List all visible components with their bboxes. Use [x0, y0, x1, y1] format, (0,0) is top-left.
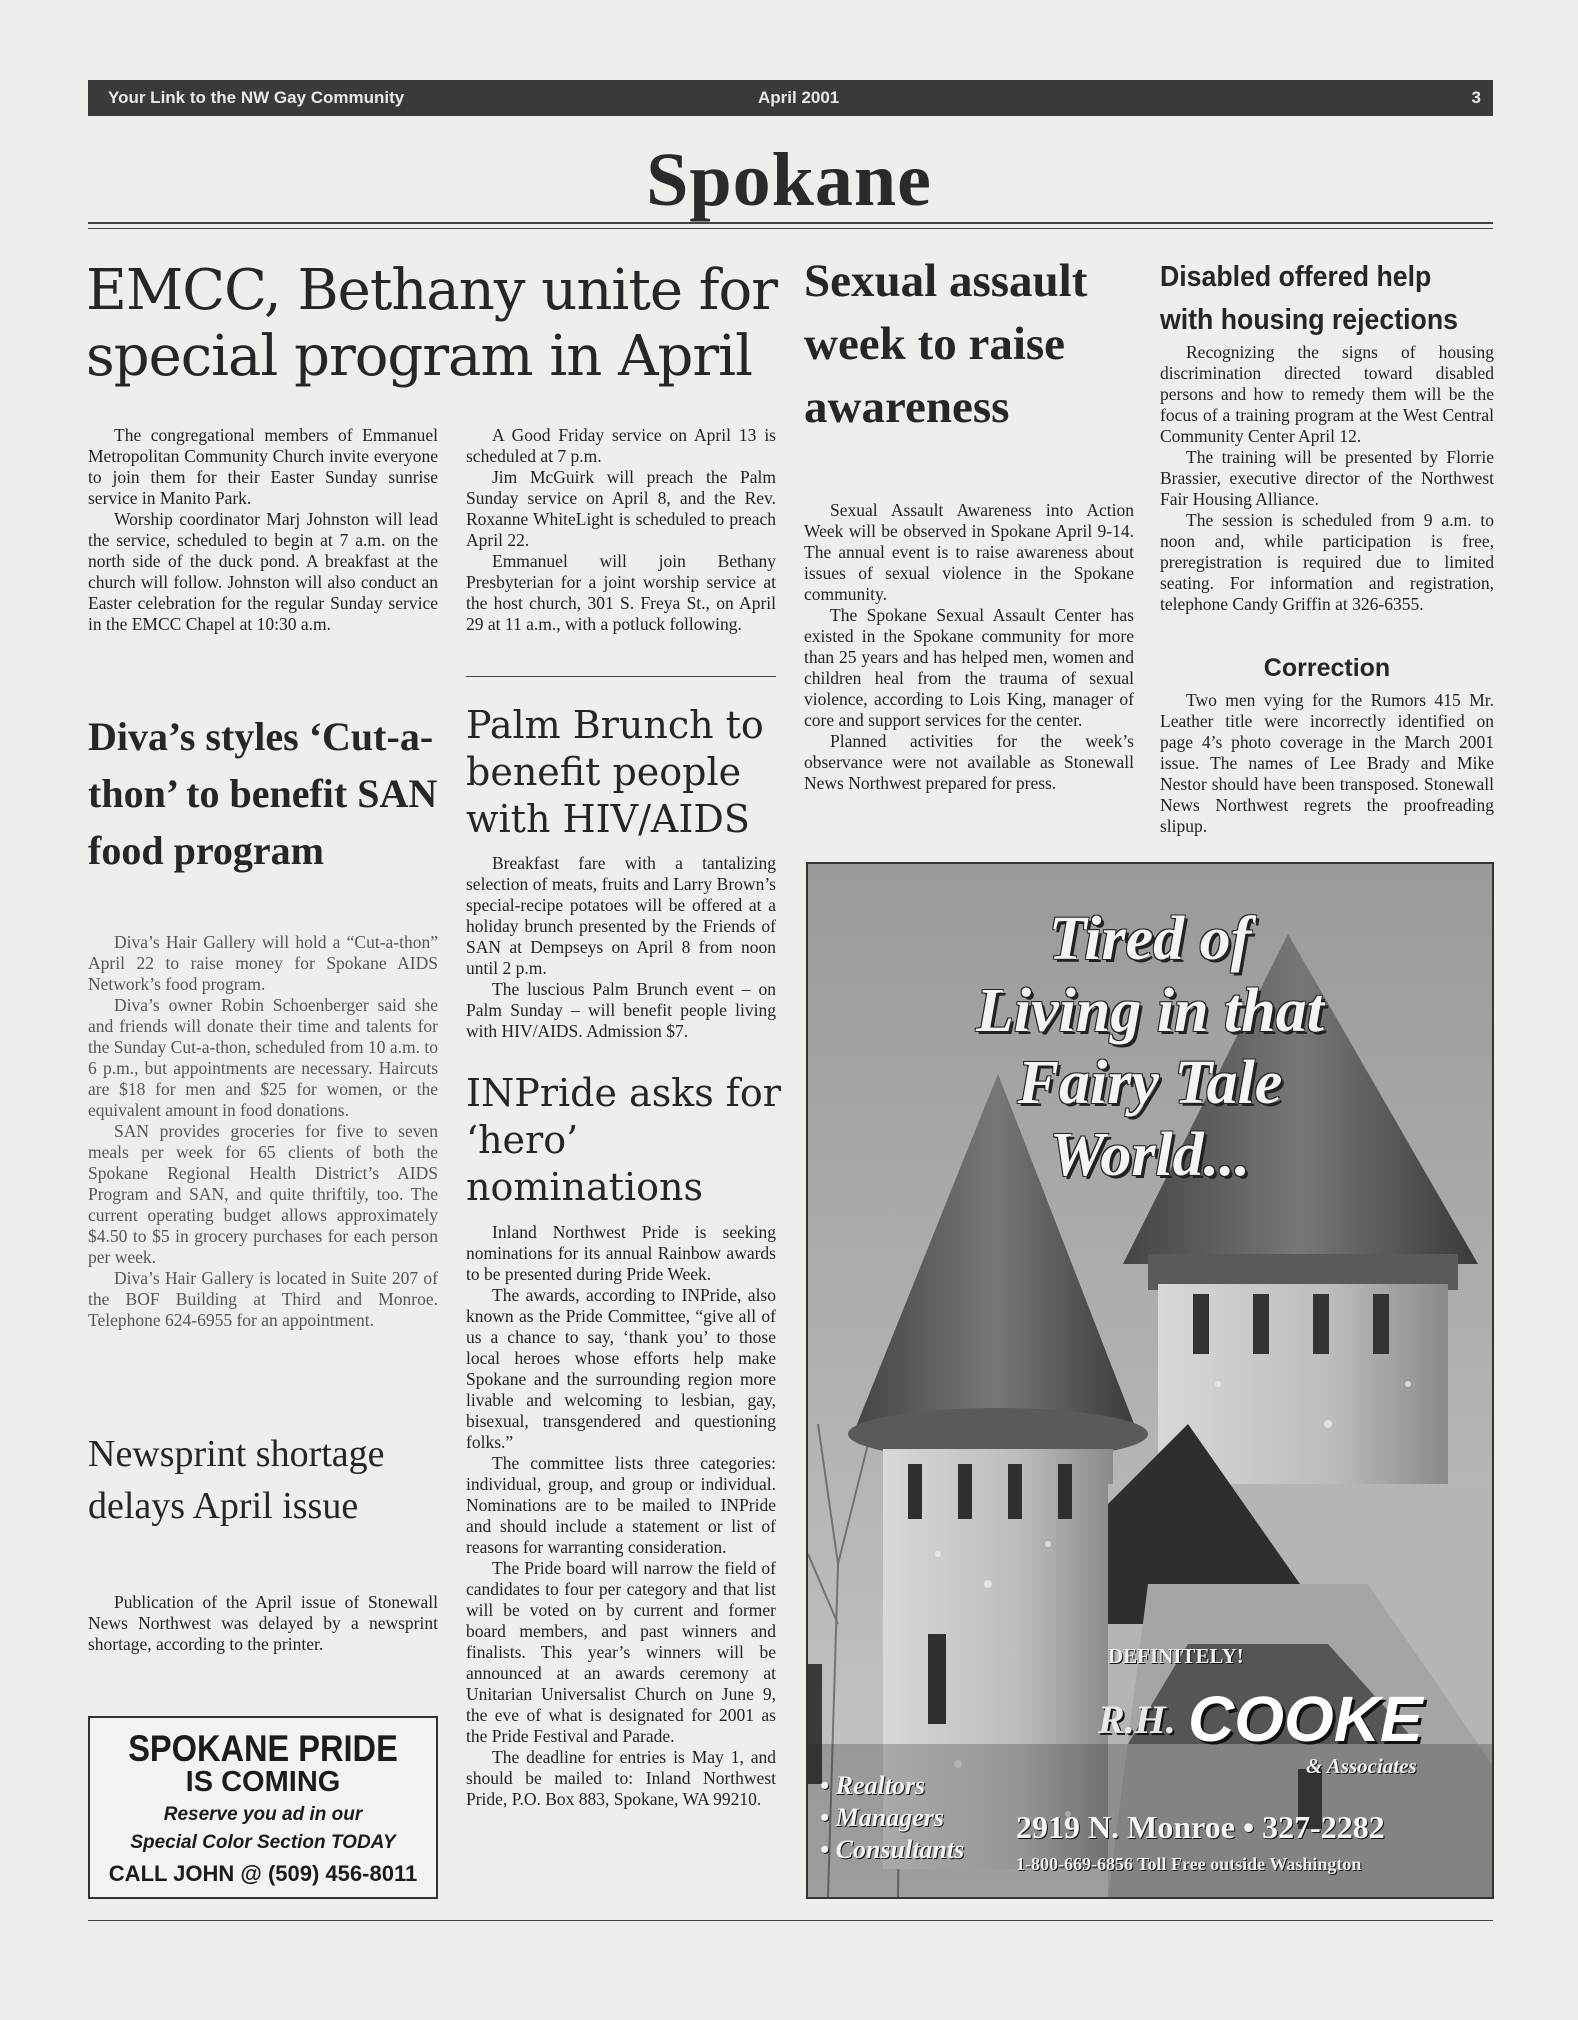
section-rule-bottom: [88, 228, 1493, 229]
section-title: Spokane: [646, 138, 932, 222]
running-header: [88, 80, 1493, 116]
paragraph: Sexual Assault Awareness into Action Week will be observed in Spokane April 9-14. The annual event is to raise awareness about issues of sexual violence in the Spokane community.: [804, 500, 1134, 604]
emcc-column-1: [88, 425, 438, 635]
ad-definitely: DEFINITELY!: [1108, 1644, 1244, 1668]
paragraph: The Pride board will narrow the field of candidates to four per category and that list will be voted on by current and former board members, and past winners and finalists. This year’s winners will be announced at an awards ceremony at Unitarian Universalist Church on June 9, the eve of what is designated for 2001 as the Pride Festival and Parade.: [466, 1558, 776, 1746]
palm-headline: Palm Brunch to benefit people with HIV/AIDS: [466, 703, 764, 841]
sexual-assault-headline: Sexual assault week to raise awareness: [804, 255, 1088, 433]
ad-title-line3: Fairy Tale: [1017, 1049, 1283, 1117]
paragraph: Diva’s Hair Gallery is located in Suite 207 of the BOF Building at Third and Monroe. Telephone 624-6955 for an appointment.: [88, 1268, 438, 1330]
pride-ad-line3: Reserve you ad in our: [163, 1804, 363, 1825]
paragraph: Breakfast fare with a tantalizing selection of meats, fruits and Larry Brown’s special-recipe potatoes will be offered at a holiday brunch presented by the Friends of SAN at Dempseys on April 8 from noon until 2 p.m.: [466, 853, 776, 978]
logo-associates: & Associates: [1306, 1754, 1417, 1778]
correction-body: [1160, 690, 1494, 837]
paragraph: The session is scheduled from 9 a.m. to noon and, while participation is free, preregistration is required due to limited seating. For information and registration, telephone Candy Griffin at 326-6355.: [1160, 510, 1494, 614]
paragraph: The committee lists three categories: individual, group, and group or individual. Nominations are to be mailed to INPride and should include a statement or list of reasons for warranting consideration.: [466, 1453, 776, 1557]
cooke-logo: [1098, 1682, 1468, 1778]
paragraph: The luscious Palm Brunch event – on Palm Sunday – will benefit people living with HIV/AIDS. Admission $7.: [466, 979, 776, 1041]
footer-rule: [88, 1920, 1493, 1921]
paragraph: Emmanuel will join Bethany Presbyterian for a joint worship service at the host church, 301 S. Freya St., on April 29 at 11 a.m., with a potluck following.: [466, 551, 776, 634]
paragraph: The Spokane Sexual Assault Center has existed in the Spokane community for more than 25 years and has helped men, women and children heal from the trauma of sexual violence, according to Lois King, manager of core and support services for the center.: [804, 605, 1134, 730]
column-divider: [466, 676, 776, 677]
disabled-headline: Disabled offered help with housing rejections: [1160, 261, 1458, 336]
ad-title-line2: Living in that: [976, 977, 1324, 1045]
paragraph: Jim McGuirk will preach the Palm Sunday service on April 8, and the Rev. Roxanne WhiteLight is scheduled to preach April 22.: [466, 467, 776, 550]
logo-cooke: COOKE: [1188, 1683, 1423, 1755]
paragraph: Diva’s owner Robin Schoenberger said she and friends will donate their time and talents for the Sunday Cut-a-thon, scheduled from 10 a.m. to 6 p.m., but appointments are necessary. Haircuts are $18 for men and $25 for women, or the equivalent amount in food donations.: [88, 995, 438, 1120]
header-date: April 2001: [758, 88, 840, 107]
sexual-assault-body: [804, 500, 1134, 794]
pride-ad-line4: Special Color Section TODAY: [130, 1832, 396, 1853]
service-item: • Managers: [820, 1803, 944, 1832]
section-rule-top: [88, 222, 1493, 224]
logo-rh: R.H.: [1098, 1697, 1176, 1742]
page-number: 3: [1471, 88, 1481, 107]
spokane-pride-ad: [88, 1716, 438, 1899]
inpride-body: [466, 1222, 776, 1810]
pride-ad-line2: IS COMING: [185, 1766, 341, 1798]
inpride-headline: INPride asks for ‘hero’ nominations: [466, 1071, 781, 1209]
service-item: • Consultants: [820, 1835, 965, 1864]
ad-services: [820, 1770, 964, 1866]
newsprint-headline: Newsprint shortage delays April issue: [88, 1433, 385, 1527]
pride-ad-line1: SPOKANE PRIDE: [128, 1728, 398, 1769]
header-tagline: Your Link to the NW Gay Community: [108, 88, 405, 107]
cooke-realty-ad: [806, 862, 1494, 1899]
emcc-column-2: [466, 425, 776, 635]
paragraph: Inland Northwest Pride is seeking nominations for its annual Rainbow awards to be presented during Pride Week.: [466, 1222, 776, 1284]
disabled-body: [1160, 342, 1494, 615]
newsprint-body: [88, 1592, 438, 1655]
diva-body: [88, 932, 438, 1331]
pride-ad-phone: CALL JOHN @ (509) 456-8011: [108, 1861, 418, 1886]
paragraph: Diva’s Hair Gallery will hold a “Cut-a-thon” April 22 to raise money for Spokane AIDS Network’s food program.: [88, 932, 438, 994]
paragraph: Publication of the April issue of Stonewall News Northwest was delayed by a newsprint shortage, according to the printer.: [88, 1592, 438, 1654]
correction-headline: Correction: [1263, 654, 1391, 682]
diva-headline: Diva’s styles ‘Cut-a-thon’ to benefit SAN food program: [88, 714, 438, 873]
paragraph: Planned activities for the week’s observance were not available as Stonewall News Northwest prepared for press.: [804, 731, 1134, 793]
ad-address-phone: 2919 N. Monroe • 327-2282: [1016, 1809, 1385, 1845]
service-item: • Realtors: [820, 1771, 926, 1800]
paragraph: SAN provides groceries for five to seven meals per week for 65 clients of both the Spokane Regional Health District’s AIDS Program and SAN, and quite thriftily, too. The current operating budget allows approximately $4.50 to $5 in grocery purchases for each person per week.: [88, 1121, 438, 1267]
paragraph: A Good Friday service on April 13 is scheduled at 7 p.m.: [466, 425, 776, 466]
ad-tollfree: 1-800-669-6856 Toll Free outside Washington: [1016, 1854, 1362, 1874]
paragraph: Two men vying for the Rumors 415 Mr. Leather title were incorrectly identified on page 4’s photo coverage in the March 2001 issue. The names of Lee Brady and Mike Nestor should have been transposed. Stonewall News Northwest regrets the proofreading slipup.: [1160, 690, 1494, 836]
paragraph: The training will be presented by Florrie Brassier, executive director of the Northwest Fair Housing Alliance.: [1160, 447, 1494, 509]
paragraph: The deadline for entries is May 1, and should be mailed to: Inland Northwest Pride, P.O. Box 883, Spokane, WA 99210.: [466, 1747, 776, 1809]
paragraph: The congregational members of Emmanuel Metropolitan Community Church invite everyone to join them for their Easter Sunday sunrise service in Manito Park.: [88, 425, 438, 508]
ad-title-line4: World...: [1049, 1121, 1251, 1189]
emcc-headline: EMCC, Bethany unite for special program in April: [86, 258, 777, 389]
ad-title-line1: Tired of: [1048, 905, 1252, 973]
palm-body: [466, 853, 776, 1042]
paragraph: Recognizing the signs of housing discrimination directed toward disabled persons and how to remedy them will be the focus of a training program at the West Central Community Center April 12.: [1160, 342, 1494, 446]
paragraph: The awards, according to INPride, also known as the Pride Committee, “give all of us a chance to say, ‘thank you’ to those local heroes whose efforts help make Spokane and the surrounding region more livable and welcoming to lesbian, gay, bisexual, transgendered and questioning folks.”: [466, 1285, 776, 1452]
paragraph: Worship coordinator Marj Johnston will lead the service, scheduled to begin at 7 a.m. on the north side of the duck pond. A breakfast at the church will follow. Johnston will also conduct an Easter celebration for the regular Sunday service in the EMCC Chapel at 10:30 a.m.: [88, 509, 438, 634]
